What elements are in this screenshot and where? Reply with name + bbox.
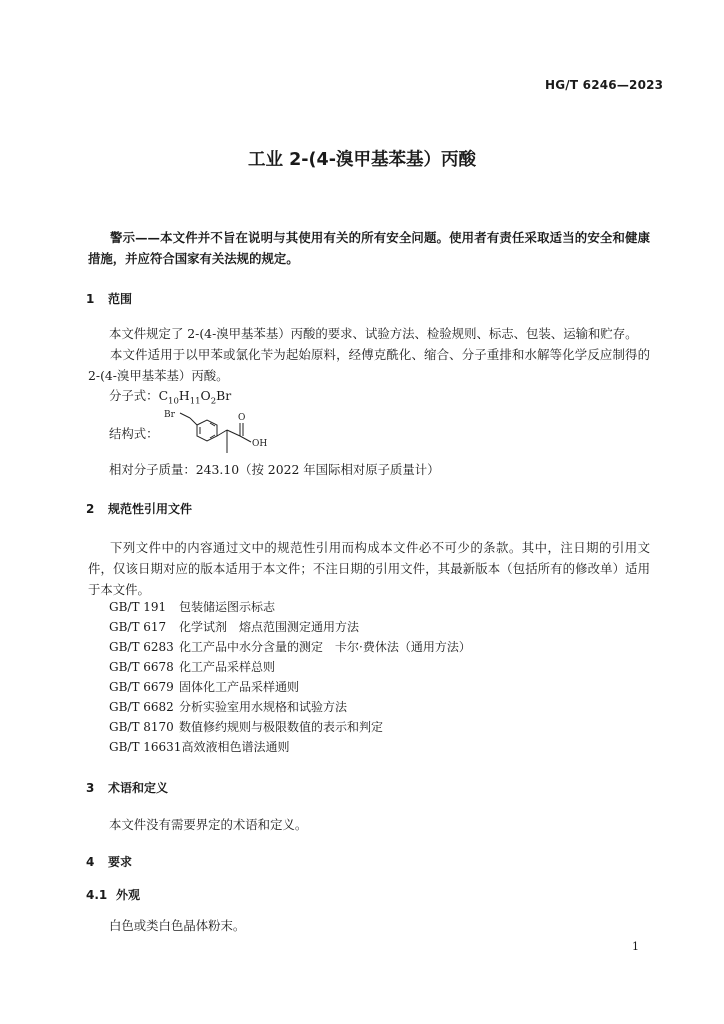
reference-item: GB/T 16631高效液相色谱法通则 bbox=[109, 740, 290, 754]
formula-label: 分子式： bbox=[109, 388, 159, 403]
section-4-heading bbox=[86, 853, 132, 870]
molecular-mass: 相对分子质量：243.10（按 2022 年国际相对原子质量计） bbox=[109, 462, 440, 477]
section-number: 4 bbox=[86, 855, 95, 869]
page-number: 1 bbox=[632, 940, 639, 953]
section-number: 2 bbox=[86, 502, 95, 516]
section-title: 要求 bbox=[108, 855, 133, 869]
safety-warning: 警示——本文件并不旨在说明与其使用有关的所有安全问题。使用者有责任采取适当的安全和健康措施，并应符合国家有关法规的规定。 bbox=[88, 230, 650, 266]
scope-paragraph-2: 本文件适用于以甲苯或氯化苄为起始原料，经傅克酰化、缩合、分子重排和水解等化学反应制得的 2-(4-溴甲基苯基）丙酸。 bbox=[88, 347, 650, 383]
scope-paragraph-1: 本文件规定了 2-(4-溴甲基苯基）丙酸的要求、试验方法、检验规则、标志、包装、运输和贮存。 bbox=[109, 326, 638, 341]
reference-item: GB/T 617 化学试剂 熔点范围测定通用方法 bbox=[109, 620, 360, 634]
normative-intro: 下列文件中的内容通过文中的规范性引用而构成本文件必不可少的条款。其中，注日期的引用文件，仅该日期对应的版本适用于本文件；不注日期的引用文件，其最新版本（包括所有的修改单）适用于本文件。 bbox=[88, 540, 650, 597]
section-title: 术语和定义 bbox=[108, 781, 169, 795]
molecular-formula: 分子式：$C_{10}H_{11}O_2Br$ bbox=[109, 388, 232, 407]
section-number: 3 bbox=[86, 781, 95, 795]
bromine-atom: Br bbox=[164, 410, 175, 420]
subsection-title: 外观 bbox=[116, 888, 141, 902]
hydroxyl-group: OH bbox=[252, 439, 268, 449]
reference-item: GB/T 8170 数值修约规则与极限数值的表示和判定 bbox=[109, 720, 384, 734]
document-title: 工业 2-(4-溴甲基苯基）丙酸 bbox=[248, 150, 476, 170]
structural-formula bbox=[150, 405, 290, 460]
reference-item: GB/T 6679 固体化工产品采样通则 bbox=[109, 680, 300, 694]
reference-item: GB/T 6678 化工产品采样总则 bbox=[109, 660, 276, 674]
subsection-4-1-heading bbox=[86, 886, 140, 903]
terms-text: 本文件没有需要界定的术语和定义。 bbox=[109, 817, 308, 832]
reference-item: GB/T 6682 分析实验室用水规格和试验方法 bbox=[109, 700, 348, 714]
section-2-heading bbox=[86, 500, 192, 517]
section-title: 范围 bbox=[108, 292, 133, 306]
carbonyl-oxygen: O bbox=[238, 413, 246, 423]
section-3-heading bbox=[86, 779, 168, 796]
section-number: 1 bbox=[86, 292, 95, 306]
reference-item: GB/T 191 包装储运图示标志 bbox=[109, 600, 276, 614]
reference-item: GB/T 6283 化工产品中水分含量的测定 卡尔·费休法（通用方法） bbox=[109, 640, 471, 654]
appearance-text: 白色或类白色晶体粉末。 bbox=[109, 918, 246, 933]
structure-label: 结构式： bbox=[109, 426, 159, 441]
subsection-number: 4.1 bbox=[86, 888, 108, 902]
standard-code: HG/T 6246—2023 bbox=[545, 78, 664, 92]
section-title: 规范性引用文件 bbox=[108, 502, 193, 516]
section-1-heading bbox=[86, 290, 132, 307]
